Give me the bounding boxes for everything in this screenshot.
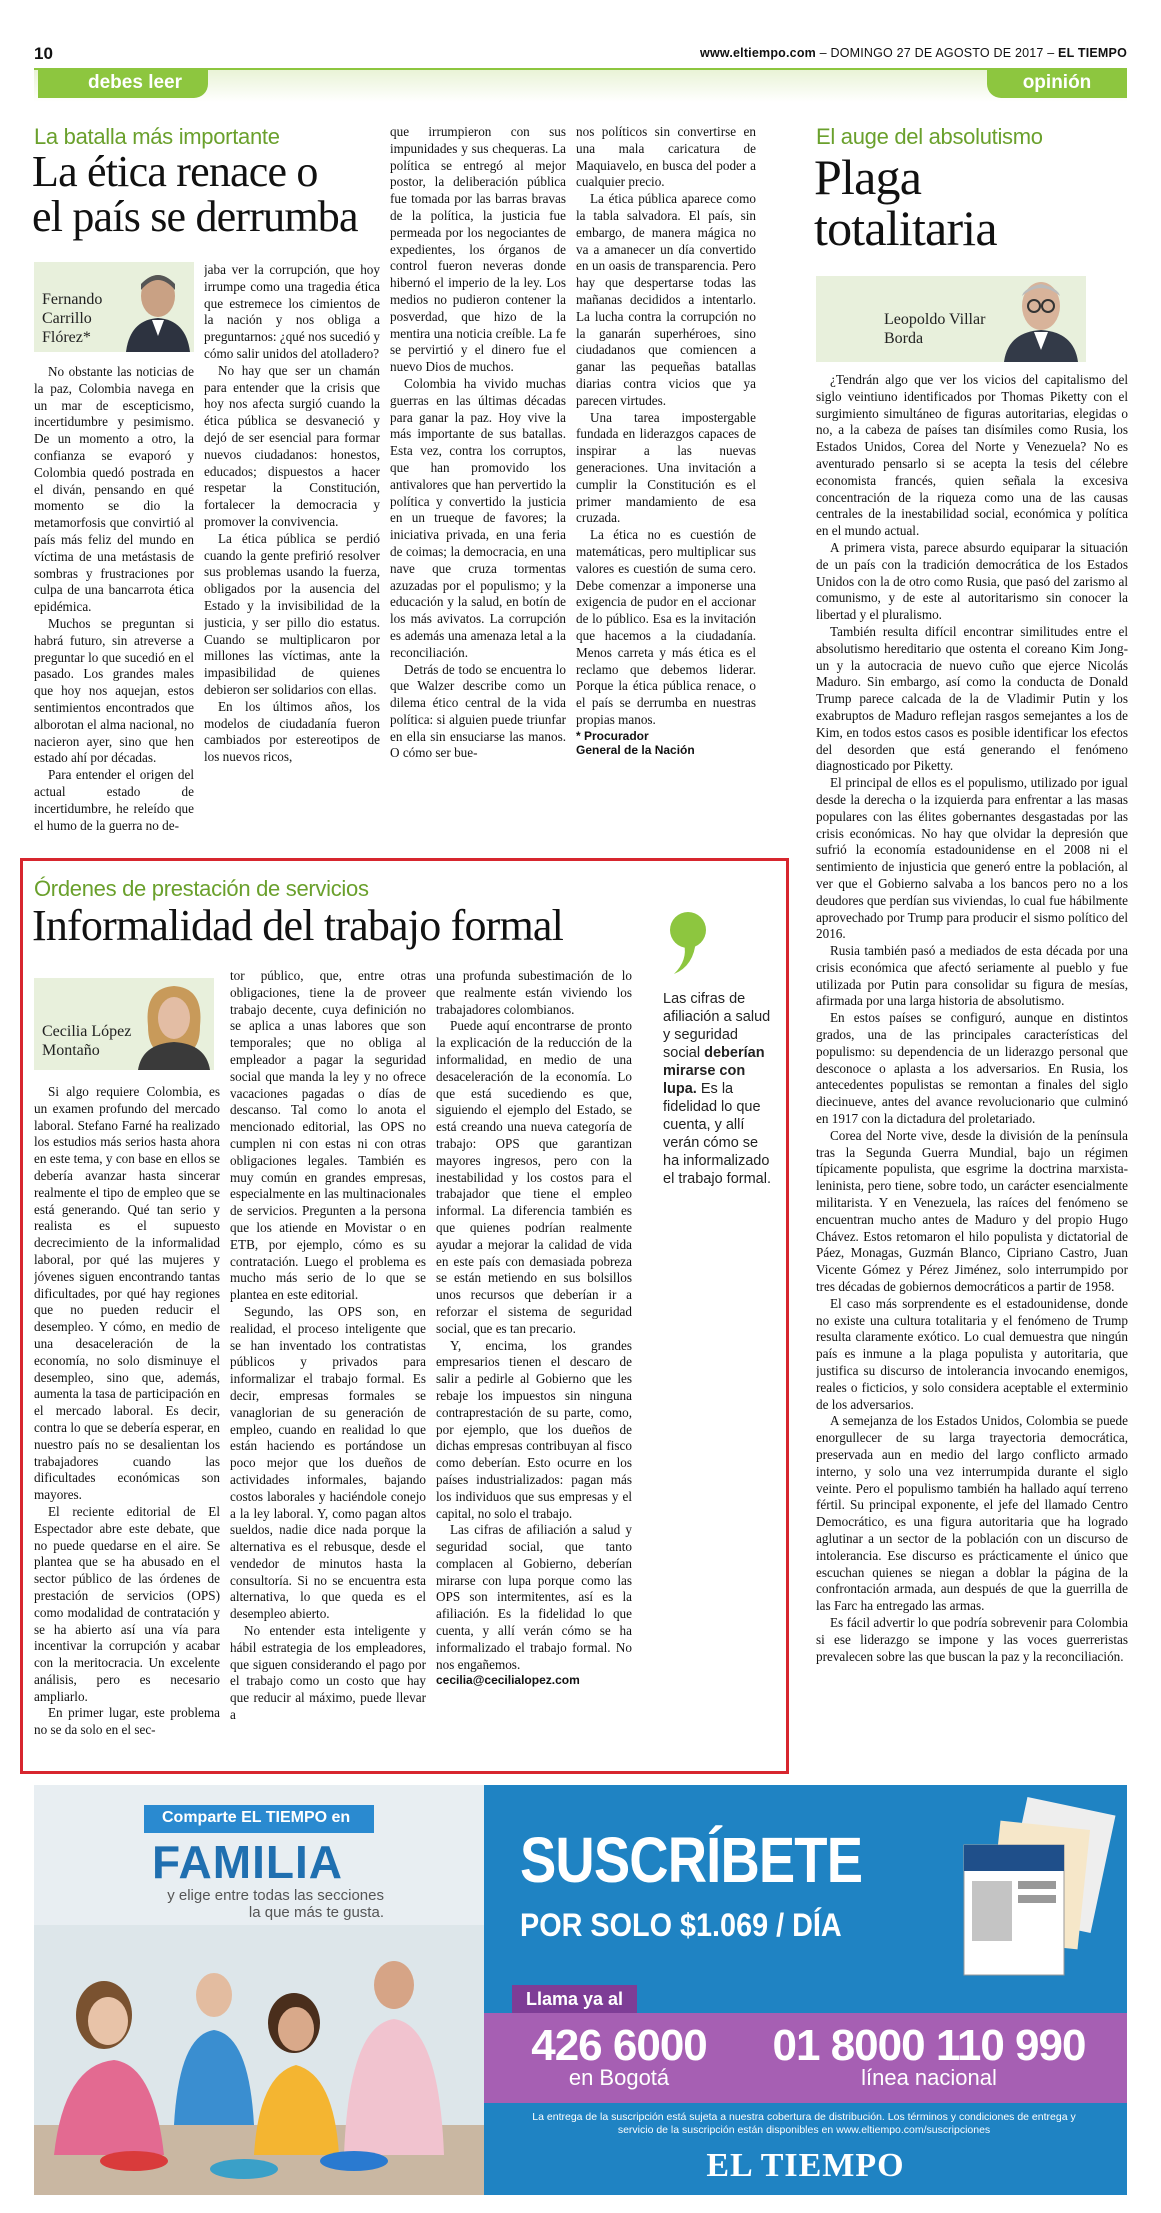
article3-col2 [230,968,426,1764]
paragraph: En primer lugar, este problema no se da solo en el sec- [34,1705,220,1738]
paragraph: Si algo requiere Colombia, es un examen profundo del mercado laboral. Stefano Farné ha realizado los estudios más serios hasta ahora en este tema, y con base en ellos se debería avanzar hasta sincerar realmente el tipo de empleo que se está generando. Qué tan serio y realista es el supuesto decrecimiento de la informalidad laboral, por qué las mujeres y jóvenes siguen encontrando tantas dificultades, por qué hay regiones que no pueden reducir el desempleo. Y cómo, en medio de una desaceleración de la economía, no solo disminuye el desempleo, sino que, además, aumenta la tasa de participación en el mercado laboral. Es decir, contra lo que se debería esperar, en nuestro país no se desalientan los trabajadores cuando las dificultades económicas son mayores. [34,1084,220,1503]
page-header: www.eltiempo.com – DOMINGO 27 DE AGOSTO DE 2017 – EL TIEMPO [700,46,1127,60]
article1-col4 [576,124,756,836]
article2-body [816,372,1128,1760]
article1-col3 [390,124,566,836]
paragraph: El caso más sorprendente es el estadounidense, donde no existe una cultura totalitaria y el fenómeno de Trump resulta claramente exótico. Lo cual demuestra que ningún país es inmune a la plaga populista y autoritaria, que justifica su discurso de intolerancia invocando enemigos, reales o ficticios, y solo considera aceptable el exterminio de los adversarios. [816,1295,1128,1412]
ad-price: POR SOLO $1.069 / DÍA [520,1907,842,1943]
article2-title [814,149,997,256]
paragraph: No hay que ser un chamán para entender que la crisis que hoy nos afecta surgió cuando la ética pública se desvaneció y dejó de ser esencial para formar nuevos ciudadanos: honestos, educados; dispuestos a hacer respetar la Constitución, fortalecer la democracia y promover la convivencia. [204,362,380,529]
author-note: General de la Nación [576,742,695,757]
ad-share-banner: Comparte EL TIEMPO en [144,1805,374,1833]
article3-col3 [436,968,632,1764]
paragraph: Muchos se preguntan si habrá futuro, sin atreverse a preguntar lo que sucedió en el pasado. Los grandes males que hoy nos aquejan, estos sentimientos encontrados que alborotan el alma nacional, no nacieron ayer, sino que hen estado ahí por décadas. [34,615,194,766]
ad-subscribe-title: SUSCRÍBETE [520,1824,863,1896]
ad-phone-number: 426 6000 [531,2021,707,2070]
author-email: cecilia@cecilialopez.com [436,1673,580,1688]
paragraph: A semejanza de los Estados Unidos, Colombia se puede enorgullecer de su larga trayectoria democrática, preservada aun en medio del largo conflicto armado interno, y solo una vez interrumpida durante el siglo veinte. Pero el populismo también ha hallado aquí terreno fértil. Su principal exponente, el jefe del llamado Centro Democrático, es una figura autoritaria que ha logrado aglutinar a un sector de la población con un discurso de intolerancia. Ese discurso es prácticamente el único que escuchan quienes se niegan a doblar la página de la confrontación armada, aun después de que la guerrilla de las Farc ha entregado las armas. [816,1413,1128,1614]
paragraph: En estos países se configuró, aunque en distintos grados, una de las principales características del populismo: su dependencia de un liderazgo personal que desconoce o aplasta a los adversarios. En Rusia, los antecedentes populistas se remontan a finales del siglo diecinueve, antes del avance revolucionario que culminó en 1917 con la dictadura del proletariado. [816,1010,1128,1127]
article2-kicker: El auge del absolutismo [816,124,1043,149]
article3-author: Cecilia López Montaño [42,1023,132,1059]
article1-col2 [204,262,380,836]
section-tag-left: debes leer [38,68,208,98]
paragraph: No obstante las noticias de la paz, Colombia navega en un mar de escepticismo, incertidumbre y pesimismo. De un momento a otro, la confianza se evaporó y Colombia quedó postrada en el diván, pensando en qué momento se dio la metamorfosis que convirtió al país más feliz del mundo en víctima de una metástasis de sombras y frustraciones por culpa de una bancarrota ética epidémica. [34,364,194,615]
article1-title-line1: La ética renace o [32,147,318,196]
paragraph: Es fácil advertir lo que podría sobrevenir para Colombia si ese liderazgo se impone y las voces guerreristas prevalecen sobre las que buscan la paz y la reconciliación. [816,1614,1128,1664]
article1-author-photo [122,262,194,352]
site-url: www.eltiempo.com [700,46,816,60]
pull-quote-emphasis: deberían mirarse con lupa. [663,1045,765,1097]
ad-family-photo [34,1925,484,2195]
article3-kicker: Órdenes de prestación de servicios [34,876,369,901]
paragraph: ¿Tendrán algo que ver los vicios del capitalismo del siglo veintiuno identificados por Thomas Piketty con el surgimiento simultáneo de figuras autoritarias, elegidas o no, a la cabeza de países tan disímiles como Rusia, los Estados Unidos, Corea del Norte y Venezuela? No es aventurado pensarlo si se acepta la tesis del célebre economista francés, quien señala la excesiva concentración de la riqueza como una de las causas centrales de la inestabilidad social, económica y política en el mundo actual. [816,372,1128,539]
paper-name: EL TIEMPO [1058,46,1127,60]
paragraph: tor público, que, entre otras obligaciones, tiene la de proveer trabajo decente, cuya definición no se aplica a unas labores que son temporales; que no obliga al empleador a pagar la seguridad social que manda la ley y no ofrece vacaciones pagadas o días de descanso. Tal como lo anota el mencionado editorial, las OPS no cumplen ni con estas ni con otras obligaciones legales. También es muy común en grandes empresas, especialmente en las multinacionales de servicios. Pregunten a la persona que los atiende en Movistar o en ETB, por ejemplo, cómo es su contratación. Luego el problema es mucho más serio de lo que se plantea en este editorial. [230,968,426,1303]
ad-call-label: Llama ya al [512,1985,637,2014]
ad-phone-national[interactable] [744,2021,1114,2091]
el-tiempo-logo: EL TIEMPO [706,2147,905,2184]
paragraph: La ética no es cuestión de matemáticas, pero multiplicar sus valores es cuestión de suma cero. Debe comenzar a imponerse una exigencia de pudor en el accionar de lo público. Esa es la invitación que hacemos a la ciudadanía. Menos carreta y más ética es el reclamo que debemos liderar. Porque la ética pública renace, o el país se derrumba en nuestras propias manos. [576,527,756,727]
paragraph: que irrumpieron con sus impunidades y sus chequeras. La política se entregó al mejor postor, la deliberación pública fue tomada por las barras bravas de la política, la justicia fue permeada por los negociantes de expedientes, los órganos de control fueron neveras donde hibernó el imperio de la ley. Los medios no pudieron contener la posverdad, que hizo de la mentira una noticia creíble. La fe se pervirtió y el dinero fue el nuevo Dios de muchos. [390,124,566,375]
pull-quote-part: Las cifras de afiliación a salud y seguridad social [663,991,771,1061]
ad-legal-text: La entrega de la suscripción está sujeta a nuestra cobertura de distribución. Los términos y condiciones de entrega y servicio de la suscripción están disponibles en www.eltiempo.com/suscripciones [532,2111,1076,2136]
article3-title: Informalidad del trabajo formal [32,901,564,950]
article2-author-photo [996,266,1086,362]
article2-title-line1: Plaga [814,149,922,205]
ad-phone-number: 01 8000 110 990 [772,2021,1086,2070]
paragraph: Segundo, las OPS son, en realidad, el proceso inteligente que se han inventado los contratistas públicos y privados para informalizar el trabajo formal. Es decir, empresas formales se vanaglorian de su generación de empleo, cuando en realidad lo que están haciendo es portándose un poco mejor que los dueños de actividades informales, bajando costos laborales y haciéndole conejo a la ley laboral. Y, como pagan altos sueldos, nadie dice nada porque la alternativa es el rebusque, desde el vendedor de minutos hasta la consultoría. Si no se encuentra esta alternativa, lo que queda es el desempleo abierto. [230,1303,426,1622]
ad-phone-label: en Bogotá [568,2065,670,2090]
article1-kicker: La batalla más importante [34,124,280,149]
advertisement[interactable] [34,1785,1127,2195]
article2-title-line2: totalitaria [814,200,997,256]
paragraph: La ética pública se perdió cuando la gente prefirió resolver sus problemas usando la fuerza, obligados por la ausencia del Estado y la invisibilidad de la justicia, y ser pillo dio estatus. Cuando se multiplicaron por millones las víctimas, ante la impasibilidad de quienes debieron ser solidarios con ellas. [204,530,380,697]
section-tag-right: opinión [987,68,1127,98]
ad-phone-bogota[interactable] [504,2021,734,2091]
paragraph: una profunda subestimación de lo que realmente están viviendo los trabajadores colombianos. [436,968,632,1017]
quote-mark-icon [666,910,710,976]
ad-phone-label: línea nacional [861,2065,997,2090]
paragraph: También resulta difícil encontrar similitudes entre el absolutismo hereditario que ostenta el coreano Kim Jong-un y la autocracia de nuevo cuño que ejerce Nicolás Maduro. Sin embargo, así como la conducta de Donald Trump parece calcada de la de Vladimir Putin y los exabruptos de Maduro reflejan rasgos semejantes a los de Kim, en todos estos casos es posible identificar los efectos del desorden que está generando el fenómeno diagnosticado por Piketty. [816,623,1128,774]
paragraph: En los últimos años, los modelos de ciudadanía fueron cambiados por estereotipos de los nuevos ricos, [204,698,380,765]
paragraph: Colombia ha vivido muchas guerras en las últimas décadas para ganar la paz. Hoy vive la más importante de sus batallas. Esta vez, contra los corruptos, que han promovido los antivalores que han pervertido la política y convertido la justicia en un trueque de favores; la iniciativa privada, en una feria de coimas; la democracia, en una nave que cruza tormentas azuzadas por el populismo; y la educación y la salud, en botín de los más avivatos. La corrupción es además una amenaza letal a la reconciliación. [390,375,566,660]
article2-author: Leopoldo Villar Borda [884,311,986,347]
paragraph: La ética pública aparece como la tabla salvadora. El país, sin embargo, de manera mágica no va a amanecer un día convertido en un oasis de transparencia. Pero hay que despertarse todas las mañanas decididos a intentarlo. La lucha contra la corrupción no la ganarán superhéroes, sino ciudadanos que comiencen a ganar las pequeñas batallas diarias contra vicios que ya parecen virtudes. [576,191,756,408]
pull-quote [663,990,773,1188]
paragraph: No entender esta inteligente y hábil estrategia de los empleadores, que siguen considerando el pago por el trabajo como un costo que hay que reducir al máximo, puede llevar a [230,1623,426,1723]
article3-col1 [34,1084,220,1764]
ad-magazines-image [954,1795,1124,1995]
paragraph: Y, encima, los grandes empresarios tienen el descaro de salir a pedirle al Gobierno que les rebaje los impuestos sin ninguna contraprestación de su parte, como, por ejemplo, que los dueños de dichas empresas contribuyan al fisco como deberían. Esto ocurre en los países industrializados: pagan más los individuos que sus empresas y el capital, no solo el trabajo. [436,1337,632,1521]
ad-familia-title: FAMILIA [152,1836,343,1888]
paragraph: Rusia también pasó a mediados de esta década por una crisis económica que afectó seriamente al pueblo y fue utilizada por Putin para consolidar su figura de mesías, afirmada por una larga historia de absolutismo. [816,943,1128,1009]
paragraph: Corea del Norte vive, desde la división de la península tras la Segunda Guerra Mundial, bajo un régimen típicamente populista, que esgrime la doctrina marxista-leninista, pero tiene, sobre todo, un carácter esencialmente militarista. Y en Venezuela, las raíces del fenómeno se encuentran mucho antes de Maduro y del propio Hugo Chávez. Estos retomaron el hilo populista y dictatorial de Páez, Monagas, Guzmán Blanco, Cipriano Castro, Juan Vicente Gómez y Pérez Jiménez, solo interrumpido por tres décadas de gobiernos democráticos a partir de 1958. [816,1127,1128,1295]
paragraph: Detrás de todo se encuentra lo que Walzer describe como un dilema ético central de la vida política: si alguien puede triunfar en ella sin ensuciarse las manos. O cómo ser bue- [390,661,566,761]
article1-title-line2: el país se derrumba [32,191,358,241]
article1-author: Fernando Carrillo Flórez* [42,291,103,346]
paragraph: Una tarea impostergable fundada en liderazgos capaces de inspirar a las nuevas generaciones. Una invitación a cumplir la Constitución es el primer mandamiento de esa cruzada. [576,409,756,526]
issue-date: DOMINGO 27 DE AGOSTO DE 2017 [830,46,1044,60]
paragraph: A primera vista, parece absurdo equiparar la situación de un país con la tradición democrática de los Estados Unidos con la de otro como Rusia, que pasó del zarismo al comunismo, y de este al autoritarismo sin conocer la libertad y el pluralismo. [816,539,1128,623]
pull-quote-part: Es la fidelidad lo que cuenta, y allí verán cómo se ha informalizado el trabajo formal. [663,1081,771,1187]
paragraph: Puede aquí encontrarse de pronto la explicación de la reducción de la informalidad, en medio de una desaceleración de la economía. Lo que está sucediendo es que, siguiendo el ejemplo del Estado, se está creando una nueva categoría de trabajo: OPS que garantizan mayores ingresos, pero con la inestabilidad y los costos para el trabajador que tiene el empleo informal. La diferencia también es que quienes podrían realmente ayudar a mejorar la calidad de vida en este país con demasiada pobreza se están metiendo en sus bolsillos unos recursos que deberían ir a reforzar el sistema de seguridad social, que es tan precario. [436,1018,632,1336]
article1-col1 [34,364,194,834]
paragraph: jaba ver la corrupción, que hoy irrumpe como una tragedia ética que estremece los cimientos de la nación y nos obliga a preguntarnos: ¿qué nos sucedió y cómo salir unidos del atolladero? [204,262,380,361]
author-note: * Procurador [576,728,649,743]
paragraph: Para entender el origen del actual estado de incertidumbre, he releído que el humo de la guerra no de- [34,767,194,833]
paragraph: Las cifras de afiliación a salud y seguridad social, que tanto complacen al Gobierno, deberían mirarse con lupa porque como las OPS son intermitentes, así es la afiliación. Es la fidelidad lo que cuenta, y allí verán cómo se ha informalizado el trabajo formal. No nos engañemos. [436,1522,632,1672]
ad-familia-subtitle: y elige entre todas las secciones la que más te gusta. [167,1887,384,1921]
paragraph: El principal de ellos es el populismo, utilizado por igual desde la derecha o la izquierda para enfrentar a las masas populares con las élites gobernantes desgastadas por las crisis económicas. No hay que olvidar la depresión que sufrió la economía estadounidense en el 2008 ni el sentimiento de injusticia que generó entre la población, al ver que el Gobierno salvaba a los bancos pero no a los deudores que perdían sus viviendas, lo cual fue hábilmente aprovechado por Trump para producir el sismo político del 2016. [816,775,1128,942]
paragraph: El reciente editorial de El Espectador abre este debate, que no puede quedarse en el aire. Se plantea que se ha abusado en el sector público de las órdenes de prestación de servicios (OPS) como modalidad de contratación y se ha abierto así una vía para incentivar la corrupción y acabar con la meritocracia. Un excelente análisis, pero es necesario ampliarlo. [34,1503,220,1704]
ad-suscribete[interactable] [484,1785,1127,2195]
article3-author-photo [134,974,214,1070]
paragraph: nos políticos sin convertirse en una mala caricatura de Maquiavelo, en busca del poder a cualquier precio. [576,124,756,190]
page-number: 10 [34,44,53,63]
article1-title [32,147,358,241]
ad-familia[interactable] [34,1785,484,2195]
ad-phones [484,2013,1127,2103]
